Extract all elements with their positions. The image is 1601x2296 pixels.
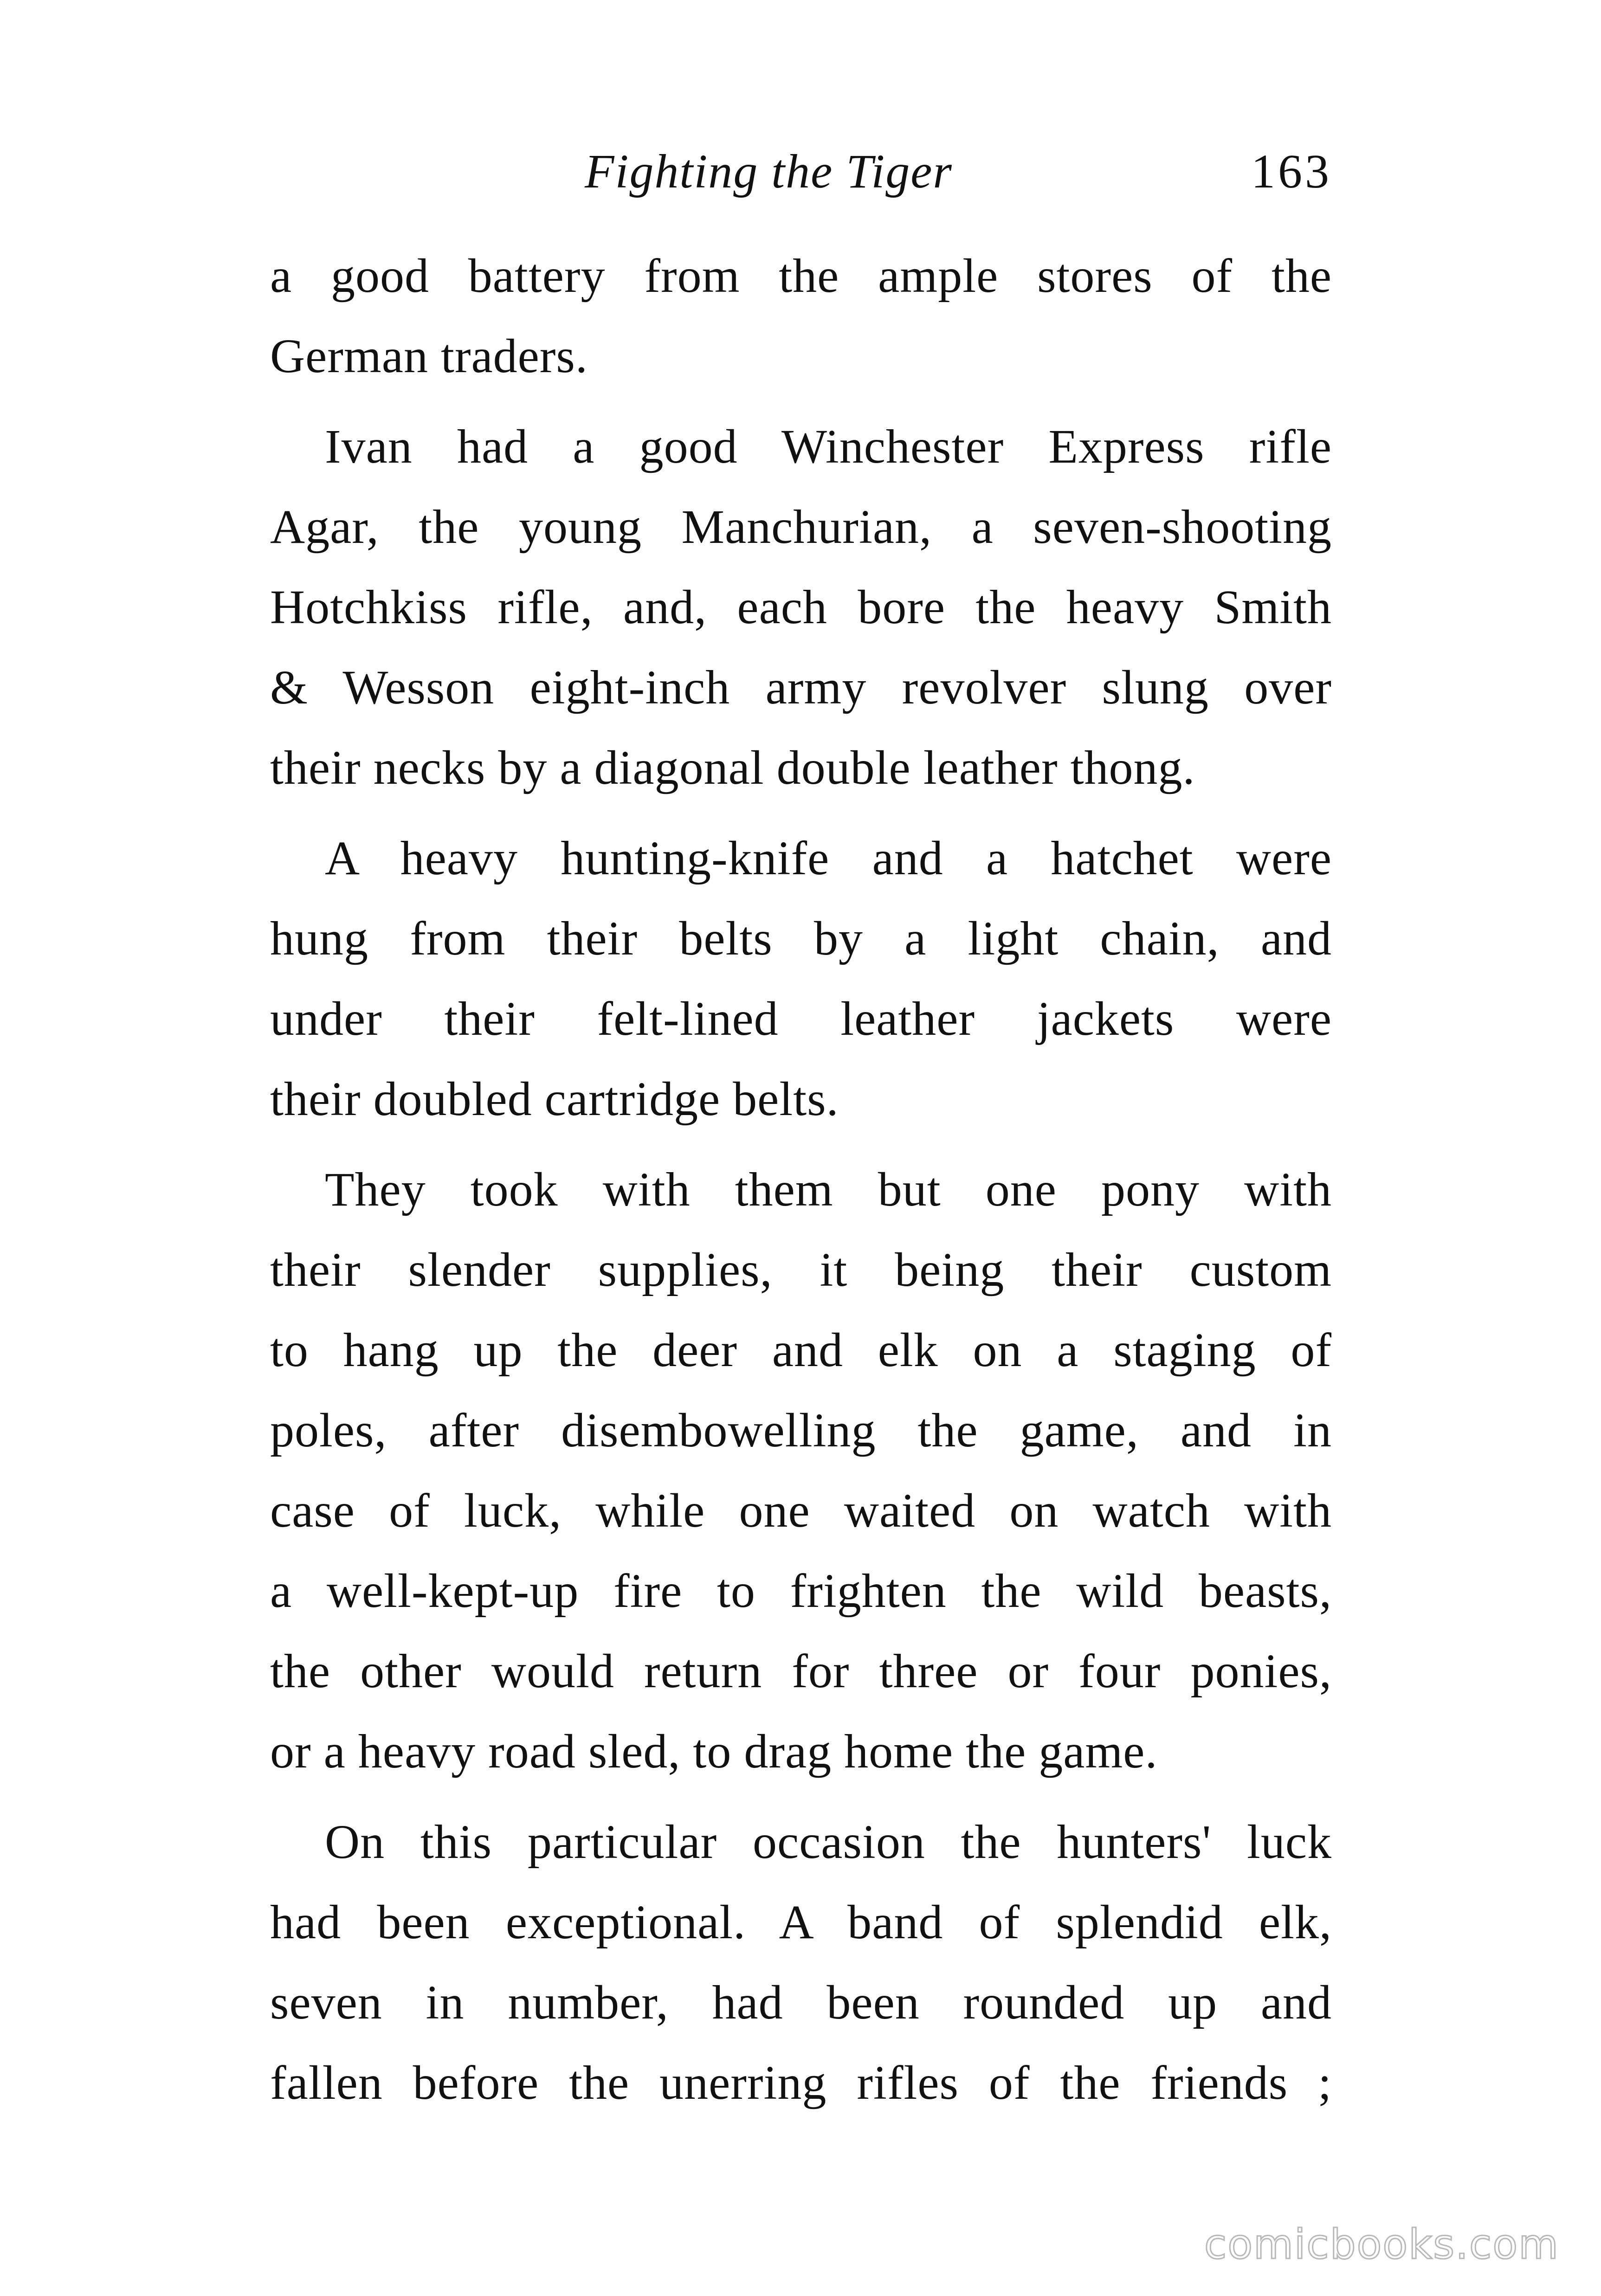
text-line: their necks by a diagonal double leather thong.	[270, 741, 1195, 794]
text-line: poles, after disembowelling the game, and in	[270, 1404, 1332, 1457]
text-line: their doubled cartridge belts.	[270, 1072, 839, 1126]
text-line: Agar, the young Manchurian, a seven-shooting	[270, 500, 1332, 554]
text-line: had been exceptional. A band of splendid elk,	[270, 1896, 1332, 1949]
paragraph	[270, 406, 1332, 808]
text-line: case of luck, while one waited on watch with	[270, 1484, 1332, 1537]
running-head	[269, 139, 1332, 204]
running-title: Fighting the Tiger	[585, 145, 953, 198]
text-line: a good battery from the ample stores of the	[270, 249, 1332, 303]
text-line: A heavy hunting-knife and a hatchet were	[325, 832, 1332, 885]
text-line: hung from their belts by a light chain, and	[270, 912, 1332, 965]
text-line: seven in number, had been rounded up and	[270, 1976, 1332, 2029]
text-line: German traders.	[270, 329, 588, 383]
text-line: or a heavy road sled, to drag home the game.	[270, 1725, 1158, 1778]
text-line: to hang up the deer and elk on a staging of	[270, 1323, 1332, 1377]
text-line: under their felt-lined leather jackets were	[270, 992, 1332, 1045]
text-line: the other would return for three or four ponies,	[270, 1645, 1332, 1698]
text-line: They took with them but one pony with	[325, 1163, 1332, 1216]
body-text	[270, 236, 1332, 2133]
paragraph	[270, 818, 1332, 1139]
text-line: Hotchkiss rifle, and, each bore the heavy Smith	[270, 580, 1332, 634]
paragraph	[270, 1149, 1332, 1792]
text-line: fallen before the unerring rifles of the friends ;	[270, 2056, 1332, 2109]
paragraph	[270, 1802, 1332, 2123]
page-number: 163	[1251, 145, 1332, 198]
text-line: Ivan had a good Winchester Express rifle	[325, 420, 1332, 473]
text-line: their slender supplies, it being their custom	[270, 1243, 1332, 1296]
paragraph	[270, 236, 1332, 396]
text-line: a well-kept-up fire to frighten the wild beasts,	[270, 1564, 1332, 1618]
watermark: comicbooks.com	[1204, 2220, 1559, 2268]
text-line: & Wesson eight-inch army revolver slung over	[270, 661, 1332, 714]
text-line: On this particular occasion the hunters' luck	[325, 1815, 1332, 1869]
